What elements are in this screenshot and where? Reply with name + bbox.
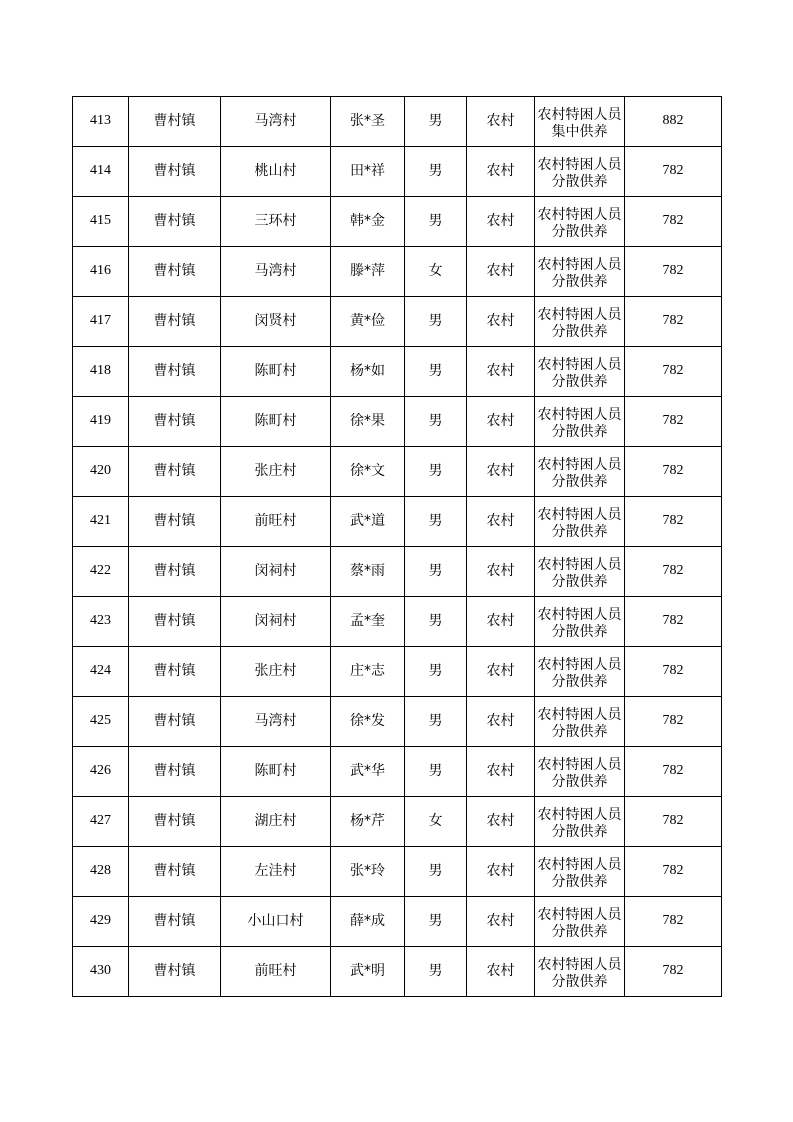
cell-gender: 男 xyxy=(405,447,467,497)
cell-type: 农村 xyxy=(467,697,535,747)
cell-category xyxy=(535,647,625,697)
cell-gender: 男 xyxy=(405,597,467,647)
table-row xyxy=(73,597,722,647)
cell-seq: 416 xyxy=(73,247,129,297)
cell-amount: 782 xyxy=(625,147,722,197)
cell-category-text: 农村特困人员集中供养 xyxy=(537,107,622,140)
cell-gender: 男 xyxy=(405,647,467,697)
assistance-roster-table xyxy=(72,96,722,997)
table-row xyxy=(73,547,722,597)
cell-category xyxy=(535,497,625,547)
cell-type: 农村 xyxy=(467,147,535,197)
cell-category xyxy=(535,197,625,247)
cell-name: 田*祥 xyxy=(331,147,405,197)
cell-amount: 882 xyxy=(625,97,722,147)
cell-seq: 427 xyxy=(73,797,129,847)
cell-type: 农村 xyxy=(467,947,535,997)
cell-gender: 男 xyxy=(405,497,467,547)
cell-category-text: 农村特困人员分散供养 xyxy=(537,507,622,540)
cell-village: 小山口村 xyxy=(221,897,331,947)
cell-town: 曹村镇 xyxy=(129,147,221,197)
cell-type: 农村 xyxy=(467,197,535,247)
cell-seq: 420 xyxy=(73,447,129,497)
cell-amount: 782 xyxy=(625,197,722,247)
cell-town: 曹村镇 xyxy=(129,347,221,397)
cell-village: 前旺村 xyxy=(221,497,331,547)
table-row xyxy=(73,97,722,147)
cell-amount: 782 xyxy=(625,447,722,497)
cell-village: 前旺村 xyxy=(221,947,331,997)
table-row xyxy=(73,497,722,547)
cell-town: 曹村镇 xyxy=(129,697,221,747)
cell-type: 农村 xyxy=(467,247,535,297)
cell-gender: 男 xyxy=(405,397,467,447)
cell-gender: 男 xyxy=(405,147,467,197)
cell-type: 农村 xyxy=(467,547,535,597)
cell-type: 农村 xyxy=(467,647,535,697)
table-row xyxy=(73,147,722,197)
cell-village: 张庄村 xyxy=(221,647,331,697)
cell-gender: 男 xyxy=(405,747,467,797)
table-row xyxy=(73,697,722,747)
cell-seq: 425 xyxy=(73,697,129,747)
cell-amount: 782 xyxy=(625,747,722,797)
cell-type: 农村 xyxy=(467,297,535,347)
cell-village: 陈町村 xyxy=(221,397,331,447)
cell-village: 马湾村 xyxy=(221,97,331,147)
cell-category xyxy=(535,847,625,897)
cell-type: 农村 xyxy=(467,897,535,947)
cell-amount: 782 xyxy=(625,297,722,347)
cell-type: 农村 xyxy=(467,597,535,647)
cell-seq: 429 xyxy=(73,897,129,947)
cell-village: 湖庄村 xyxy=(221,797,331,847)
cell-village: 左洼村 xyxy=(221,847,331,897)
cell-category xyxy=(535,547,625,597)
cell-name: 徐*果 xyxy=(331,397,405,447)
cell-category xyxy=(535,247,625,297)
cell-village: 三环村 xyxy=(221,197,331,247)
cell-category-text: 农村特困人员分散供养 xyxy=(537,557,622,590)
cell-category-text: 农村特困人员分散供养 xyxy=(537,607,622,640)
cell-village: 闵祠村 xyxy=(221,547,331,597)
cell-type: 农村 xyxy=(467,97,535,147)
cell-amount: 782 xyxy=(625,347,722,397)
cell-name: 蔡*雨 xyxy=(331,547,405,597)
cell-amount: 782 xyxy=(625,797,722,847)
cell-name: 徐*发 xyxy=(331,697,405,747)
cell-gender: 男 xyxy=(405,347,467,397)
cell-gender: 男 xyxy=(405,297,467,347)
cell-name: 武*明 xyxy=(331,947,405,997)
cell-name: 薛*成 xyxy=(331,897,405,947)
cell-village: 闵贤村 xyxy=(221,297,331,347)
cell-amount: 782 xyxy=(625,897,722,947)
cell-category xyxy=(535,947,625,997)
cell-amount: 782 xyxy=(625,397,722,447)
cell-seq: 423 xyxy=(73,597,129,647)
table-row xyxy=(73,297,722,347)
cell-gender: 男 xyxy=(405,847,467,897)
cell-category xyxy=(535,297,625,347)
table-body xyxy=(73,97,722,997)
cell-category-text: 农村特困人员分散供养 xyxy=(537,907,622,940)
cell-type: 农村 xyxy=(467,397,535,447)
table-row xyxy=(73,947,722,997)
cell-town: 曹村镇 xyxy=(129,547,221,597)
cell-name: 张*玲 xyxy=(331,847,405,897)
cell-category-text: 农村特困人员分散供养 xyxy=(537,957,622,990)
cell-seq: 430 xyxy=(73,947,129,997)
table-row xyxy=(73,847,722,897)
cell-category-text: 农村特困人员分散供养 xyxy=(537,457,622,490)
cell-town: 曹村镇 xyxy=(129,947,221,997)
table-row xyxy=(73,747,722,797)
cell-category xyxy=(535,97,625,147)
cell-gender: 男 xyxy=(405,97,467,147)
cell-seq: 428 xyxy=(73,847,129,897)
table-row xyxy=(73,247,722,297)
cell-category-text: 农村特困人员分散供养 xyxy=(537,357,622,390)
cell-gender: 男 xyxy=(405,547,467,597)
cell-town: 曹村镇 xyxy=(129,597,221,647)
cell-amount: 782 xyxy=(625,947,722,997)
cell-seq: 414 xyxy=(73,147,129,197)
cell-category-text: 农村特困人员分散供养 xyxy=(537,307,622,340)
cell-seq: 418 xyxy=(73,347,129,397)
cell-town: 曹村镇 xyxy=(129,797,221,847)
cell-category xyxy=(535,747,625,797)
cell-category xyxy=(535,447,625,497)
cell-category-text: 农村特困人员分散供养 xyxy=(537,257,622,290)
cell-type: 农村 xyxy=(467,497,535,547)
cell-category-text: 农村特困人员分散供养 xyxy=(537,857,622,890)
cell-name: 滕*萍 xyxy=(331,247,405,297)
cell-type: 农村 xyxy=(467,347,535,397)
cell-name: 杨*如 xyxy=(331,347,405,397)
cell-category-text: 农村特困人员分散供养 xyxy=(537,757,622,790)
cell-seq: 421 xyxy=(73,497,129,547)
cell-name: 韩*金 xyxy=(331,197,405,247)
cell-type: 农村 xyxy=(467,847,535,897)
cell-village: 陈町村 xyxy=(221,347,331,397)
cell-village: 马湾村 xyxy=(221,697,331,747)
cell-name: 黄*俭 xyxy=(331,297,405,347)
cell-seq: 426 xyxy=(73,747,129,797)
cell-gender: 女 xyxy=(405,797,467,847)
cell-type: 农村 xyxy=(467,747,535,797)
cell-seq: 422 xyxy=(73,547,129,597)
cell-category xyxy=(535,397,625,447)
cell-gender: 男 xyxy=(405,947,467,997)
cell-name: 孟*奎 xyxy=(331,597,405,647)
cell-category-text: 农村特困人员分散供养 xyxy=(537,157,622,190)
cell-seq: 417 xyxy=(73,297,129,347)
cell-name: 杨*芹 xyxy=(331,797,405,847)
cell-category xyxy=(535,347,625,397)
cell-town: 曹村镇 xyxy=(129,197,221,247)
cell-category xyxy=(535,897,625,947)
cell-category-text: 农村特困人员分散供养 xyxy=(537,407,622,440)
cell-amount: 782 xyxy=(625,547,722,597)
table-row xyxy=(73,197,722,247)
cell-category xyxy=(535,147,625,197)
cell-town: 曹村镇 xyxy=(129,897,221,947)
table-row xyxy=(73,797,722,847)
cell-town: 曹村镇 xyxy=(129,247,221,297)
cell-village: 张庄村 xyxy=(221,447,331,497)
cell-category xyxy=(535,797,625,847)
cell-category-text: 农村特困人员分散供养 xyxy=(537,707,622,740)
cell-gender: 女 xyxy=(405,247,467,297)
cell-town: 曹村镇 xyxy=(129,447,221,497)
cell-name: 武*华 xyxy=(331,747,405,797)
cell-amount: 782 xyxy=(625,247,722,297)
cell-amount: 782 xyxy=(625,647,722,697)
table-row xyxy=(73,347,722,397)
cell-type: 农村 xyxy=(467,797,535,847)
cell-type: 农村 xyxy=(467,447,535,497)
cell-amount: 782 xyxy=(625,497,722,547)
cell-gender: 男 xyxy=(405,697,467,747)
table-row xyxy=(73,647,722,697)
cell-town: 曹村镇 xyxy=(129,647,221,697)
cell-gender: 男 xyxy=(405,197,467,247)
table-row xyxy=(73,397,722,447)
cell-town: 曹村镇 xyxy=(129,497,221,547)
table-row xyxy=(73,897,722,947)
cell-name: 张*圣 xyxy=(331,97,405,147)
cell-village: 陈町村 xyxy=(221,747,331,797)
table-row xyxy=(73,447,722,497)
cell-amount: 782 xyxy=(625,847,722,897)
cell-village: 闵祠村 xyxy=(221,597,331,647)
cell-amount: 782 xyxy=(625,597,722,647)
cell-seq: 413 xyxy=(73,97,129,147)
cell-category-text: 农村特困人员分散供养 xyxy=(537,807,622,840)
cell-town: 曹村镇 xyxy=(129,847,221,897)
cell-village: 桃山村 xyxy=(221,147,331,197)
cell-name: 徐*文 xyxy=(331,447,405,497)
cell-seq: 415 xyxy=(73,197,129,247)
cell-seq: 419 xyxy=(73,397,129,447)
cell-category xyxy=(535,597,625,647)
cell-name: 庄*志 xyxy=(331,647,405,697)
cell-town: 曹村镇 xyxy=(129,747,221,797)
cell-town: 曹村镇 xyxy=(129,97,221,147)
cell-gender: 男 xyxy=(405,897,467,947)
cell-name: 武*道 xyxy=(331,497,405,547)
cell-category-text: 农村特困人员分散供养 xyxy=(537,657,622,690)
cell-town: 曹村镇 xyxy=(129,297,221,347)
cell-category-text: 农村特困人员分散供养 xyxy=(537,207,622,240)
cell-amount: 782 xyxy=(625,697,722,747)
cell-town: 曹村镇 xyxy=(129,397,221,447)
cell-category xyxy=(535,697,625,747)
cell-village: 马湾村 xyxy=(221,247,331,297)
cell-seq: 424 xyxy=(73,647,129,697)
